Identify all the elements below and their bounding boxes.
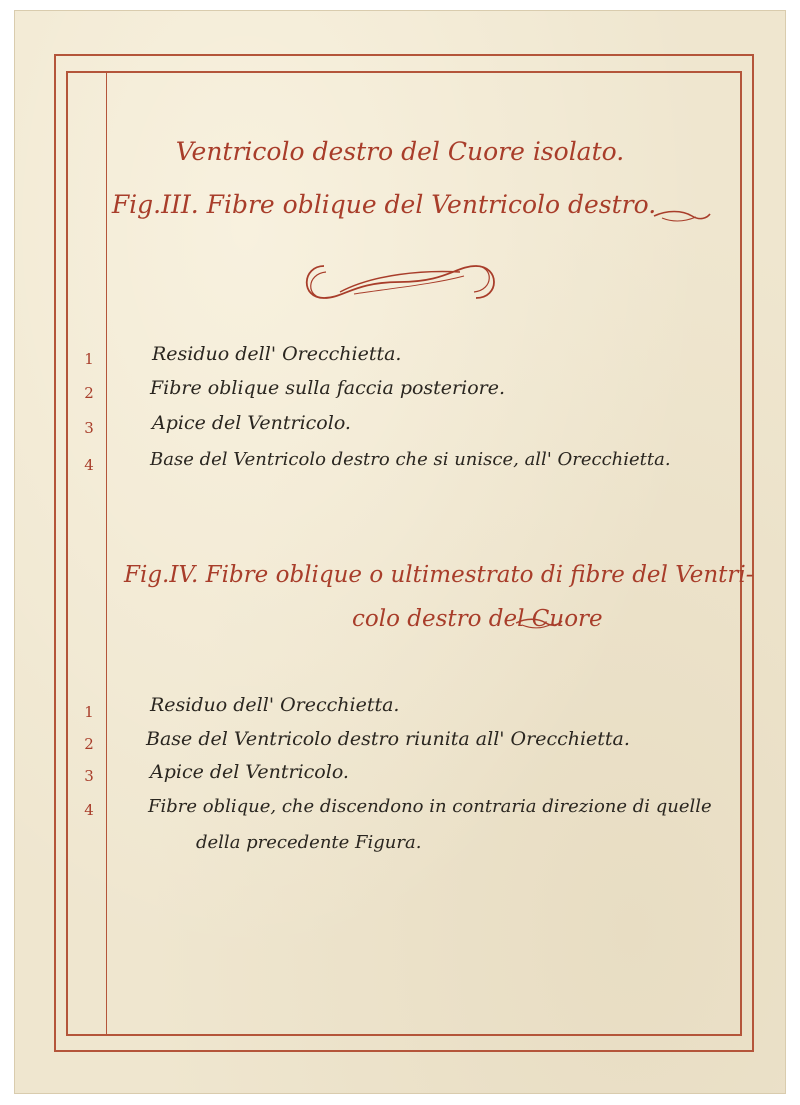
legend-item: Apice del Ventricolo. [152,412,351,434]
legend-item: Residuo dell' Orecchietta. [150,694,400,716]
outer-frame-top-inner [66,71,742,73]
legend-number: 1 [84,350,94,368]
legend-number: 1 [84,703,94,721]
figure-4-heading-line-1: Fig.IV. Fibre oblique o ultimestrato di fibre del Ventri- [124,562,754,588]
legend-item-continuation: della precedente Figura. [196,832,422,853]
legend-number: 4 [84,801,94,819]
tail-flourish-icon [514,614,564,632]
figure-3-heading: Fig.III. Fibre oblique del Ventricolo destro. [111,190,657,219]
legend-number: 3 [84,419,94,437]
figure-4-heading-line-2: colo destro del Cuore [352,606,603,632]
legend-number: 3 [84,767,94,785]
outer-frame-bottom [54,1050,754,1052]
legend-item: Apice del Ventricolo. [150,761,349,783]
legend-number: 4 [84,456,94,474]
manuscript-sheet [14,10,786,1094]
outer-frame-top [54,54,754,56]
legend-item: Fibre oblique sulla faccia posteriore. [150,377,506,399]
page-title: Ventricolo destro del Cuore isolato. [175,137,625,166]
legend-number: 2 [84,384,94,402]
legend-item: Base del Ventricolo destro che si unisce, all' Orecchietta. [150,449,671,470]
legend-item: Fibre oblique, che discendono in contraria direzione di quelle [148,796,712,817]
ornamental-flourish-icon [294,258,506,308]
legend-item: Residuo dell' Orecchietta. [152,343,402,365]
tail-flourish-icon [652,206,712,226]
legend-number: 2 [84,735,94,753]
legend-item: Base del Ventricolo destro riunita all' Orecchietta. [146,728,630,750]
outer-frame-bottom-inner [66,1034,742,1036]
